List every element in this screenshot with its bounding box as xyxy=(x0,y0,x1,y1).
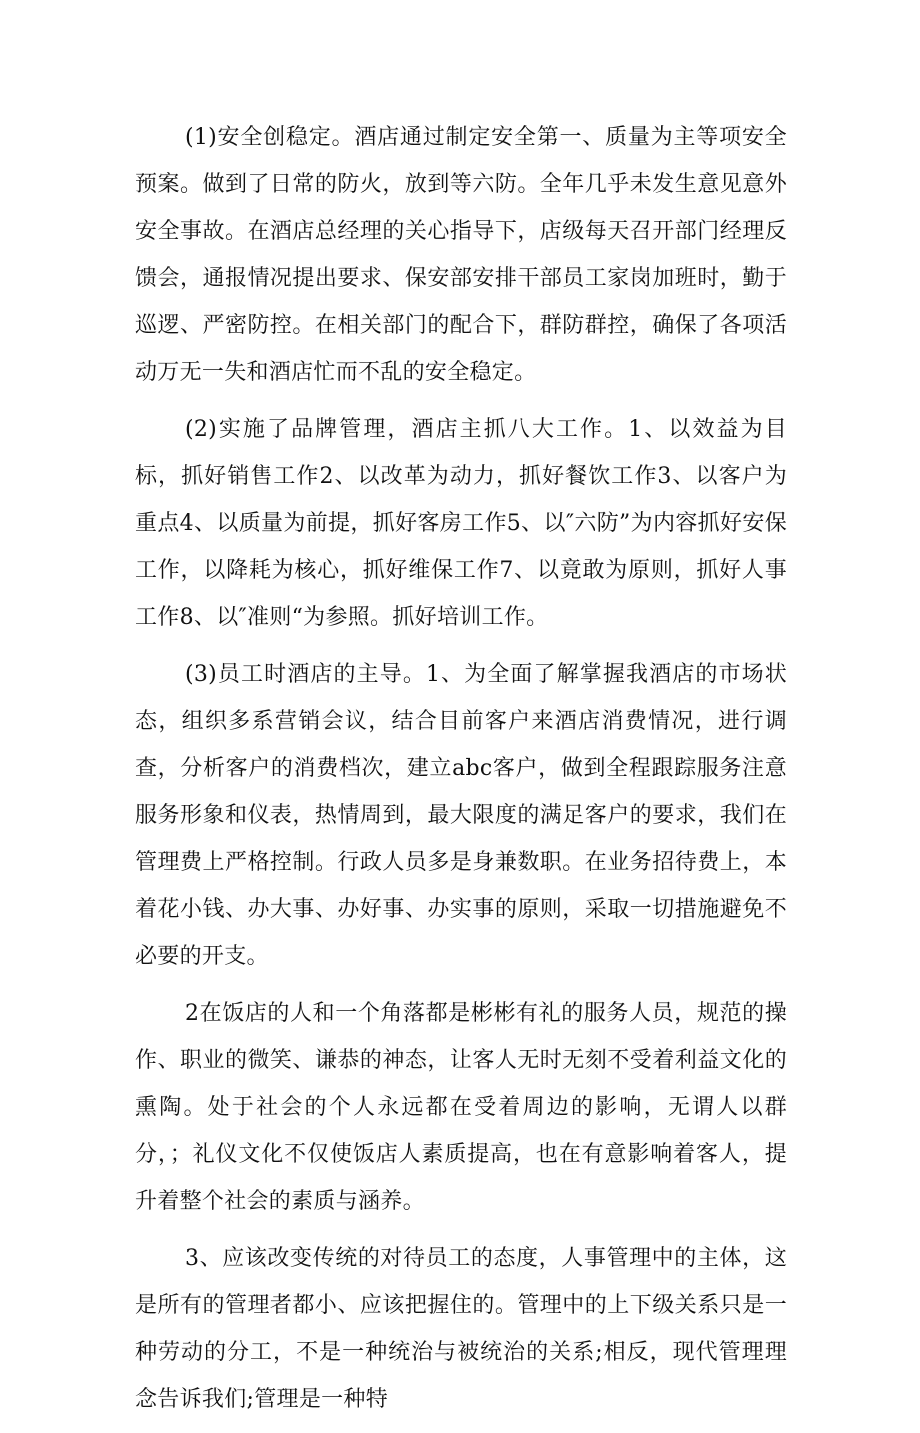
paragraph-safety: (1)安全创稳定。酒店通过制定安全第一、质量为主等项安全预案。做到了日常的防火，放到等六防。全年几乎未发生意见意外安全事故。在酒店总经理的关心指导下，店级每天召开部门经理反馈会，通报情况提出要求、保安部安排干部员工家岗加班时，勤于巡逻、严密防控。在相关部门的配合下，群防群控，确保了各项活动万无一失和酒店忙而不乱的安全稳定。 xyxy=(135,125,787,385)
paragraph-brand-management: (2)实施了品牌管理，酒店主抓八大工作。1、以效益为目标，抓好销售工作2、以改革为动力，抓好餐饮工作3、以客户为重点4、以质量为前提，抓好客房工作5、以″六防”为内容抓好安保工作，以降耗为核心，抓好维保工作7、以竟敢为原则，抓好人事工作8、以″准则“为参照。抓好培训工作。 xyxy=(135,417,787,630)
document-body xyxy=(135,114,787,1433)
paragraph-personnel-management: 3、应该改变传统的对待员工的态度，人事管理中的主体，这是所有的管理者都小、应该把握住的。管理中的上下级关系只是一种劳动的分工，不是一种统治与被统治的关系;相反，现代管理理念告诉我们;管理是一种特 xyxy=(135,1246,787,1412)
paragraph-staff: (3)员工时酒店的主导。1、为全面了解掌握我酒店的市场状态，组织多系营销会议，结合目前客户来酒店消费情况，进行调查，分析客户的消费档次，建立abc客户，做到全程跟踪服务注意服务形象和仪表，热情周到，最大限度的满足客户的要求，我们在管理费上严格控制。行政人员多是身兼数职。在业务招待费上，本着花小钱、办大事、办好事、办实事的原则，采取一切措施避免不必要的开支。 xyxy=(135,662,787,969)
paragraph-etiquette: 2在饭店的人和一个角落都是彬彬有礼的服务人员，规范的操作、职业的微笑、谦恭的神态，让客人无时无刻不受着利益文化的熏陶。处于社会的个人永远都在受着周边的影响，无谓人以群分，；礼仪文化不仅使饭店人素质提高，也在有意影响着客人，提升着整个社会的素质与涵养。 xyxy=(135,1001,787,1214)
